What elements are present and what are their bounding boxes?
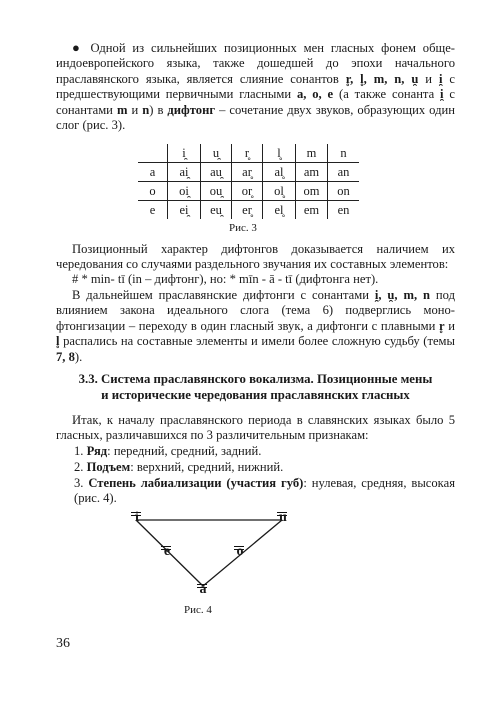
paragraph-positional: Позиционный характер дифтонгов доказывается наличием их чередования со случаями раздельного звучания их составных элементов: xyxy=(56,242,455,272)
page-number: 36 xyxy=(56,636,70,651)
table-cell: ei̯ xyxy=(168,201,201,220)
vowel-i-label: i xyxy=(130,510,144,526)
long-mark xyxy=(197,584,207,585)
table-cell: em xyxy=(296,201,328,220)
table-cell: oi̯ xyxy=(168,182,201,201)
table-cell: on xyxy=(328,182,360,201)
vowel-a-label: a xyxy=(196,582,210,598)
long-mark xyxy=(277,512,287,513)
table-cell: om xyxy=(296,182,328,201)
long-mark xyxy=(234,546,244,547)
table-cell: n xyxy=(328,144,360,163)
table-cell: ar̥ xyxy=(232,163,263,182)
long-mark xyxy=(161,549,171,550)
section-heading-line-2: и исторические чередования праславянских гласных xyxy=(101,388,410,402)
figure-caption-3: Рис. 3 xyxy=(229,222,257,234)
long-mark xyxy=(277,515,287,516)
table-cell: ol̥ xyxy=(263,182,296,201)
long-mark xyxy=(161,546,171,547)
table-cell: an xyxy=(328,163,360,182)
vowel-e-label: e xyxy=(160,544,174,560)
table-cell: e xyxy=(138,201,168,220)
table-cell: l̥ xyxy=(263,144,296,163)
table-cell: en xyxy=(328,201,360,220)
list-item: 2. Подъем: верхний, средний, нижний. xyxy=(74,460,284,474)
paragraph-monophthongization: В дальнейшем праславянские дифтонги с сонантами i̯, u̯, m, n под влиянием закона идеального слога (тема 6) подверглись моно-фтонгизации – переходу в один гласный звук, а дифтонги с плавными r̥ и l̥ распались на составные элементы и имели более сложную судьбу (темы 7, 8). xyxy=(56,288,456,364)
table-cell: r̥ xyxy=(232,144,263,163)
paragraph-five-vowels: Итак, к началу праславянского периода в славянских языках было 5 гласных, различавшихся по 3 различительным признакам: xyxy=(56,413,455,443)
table-cell: ai̯ xyxy=(168,163,201,182)
table-cell: er̥ xyxy=(232,201,263,220)
table-cell: o xyxy=(138,182,168,201)
table-cell: a xyxy=(138,163,168,182)
table-cell: m xyxy=(296,144,328,163)
long-mark xyxy=(197,587,207,588)
table-cell: al̥ xyxy=(263,163,296,182)
table-cell: or̥ xyxy=(232,182,263,201)
figure-caption-4: Рис. 4 xyxy=(184,604,212,616)
table-cell: am xyxy=(296,163,328,182)
table-cell: ou̯ xyxy=(201,182,232,201)
vowel-u-label: u xyxy=(276,510,290,526)
table-cell: au̯ xyxy=(201,163,232,182)
table-cell: u̯ xyxy=(201,144,232,163)
vowel-o-label: o xyxy=(233,544,247,560)
paragraph-diphthong-intro: ● Одной из сильнейших позиционных мен гласных фонем обще-индоевропейского языка, также дошедшей до эпохи начального праславянского языка, является слияние сонантов r̥, l̥, m, n, u̯ и i̯ с предшествующими первичными гласными a, o, e (а также сонанта i̯ с сонантами m и n) в дифтонг – сочетание двух звуков, образующих один слог (рис. 3). xyxy=(56,40,456,133)
bullet-icon: ● xyxy=(72,40,84,55)
formula-line: # * min- tī (in – дифтонг), но: * mīn - ā - tī (дифтонга нет). xyxy=(72,272,379,286)
list-item: 3. Степень лабиализации (участия губ): нулевая, средняя, высокая (рис. 4). xyxy=(74,476,455,506)
list-item: 1. Ряд: передний, средний, задний. xyxy=(74,444,262,458)
table-cell: i̯ xyxy=(168,144,201,163)
long-mark xyxy=(131,512,141,513)
section-heading-line-1: 3.3. Система праславянского вокализма. Позиционные мены xyxy=(78,372,433,386)
long-mark xyxy=(234,549,244,550)
table-cell: eu̯ xyxy=(201,201,232,220)
long-mark xyxy=(131,515,141,516)
table-cell: el̥ xyxy=(263,201,296,220)
